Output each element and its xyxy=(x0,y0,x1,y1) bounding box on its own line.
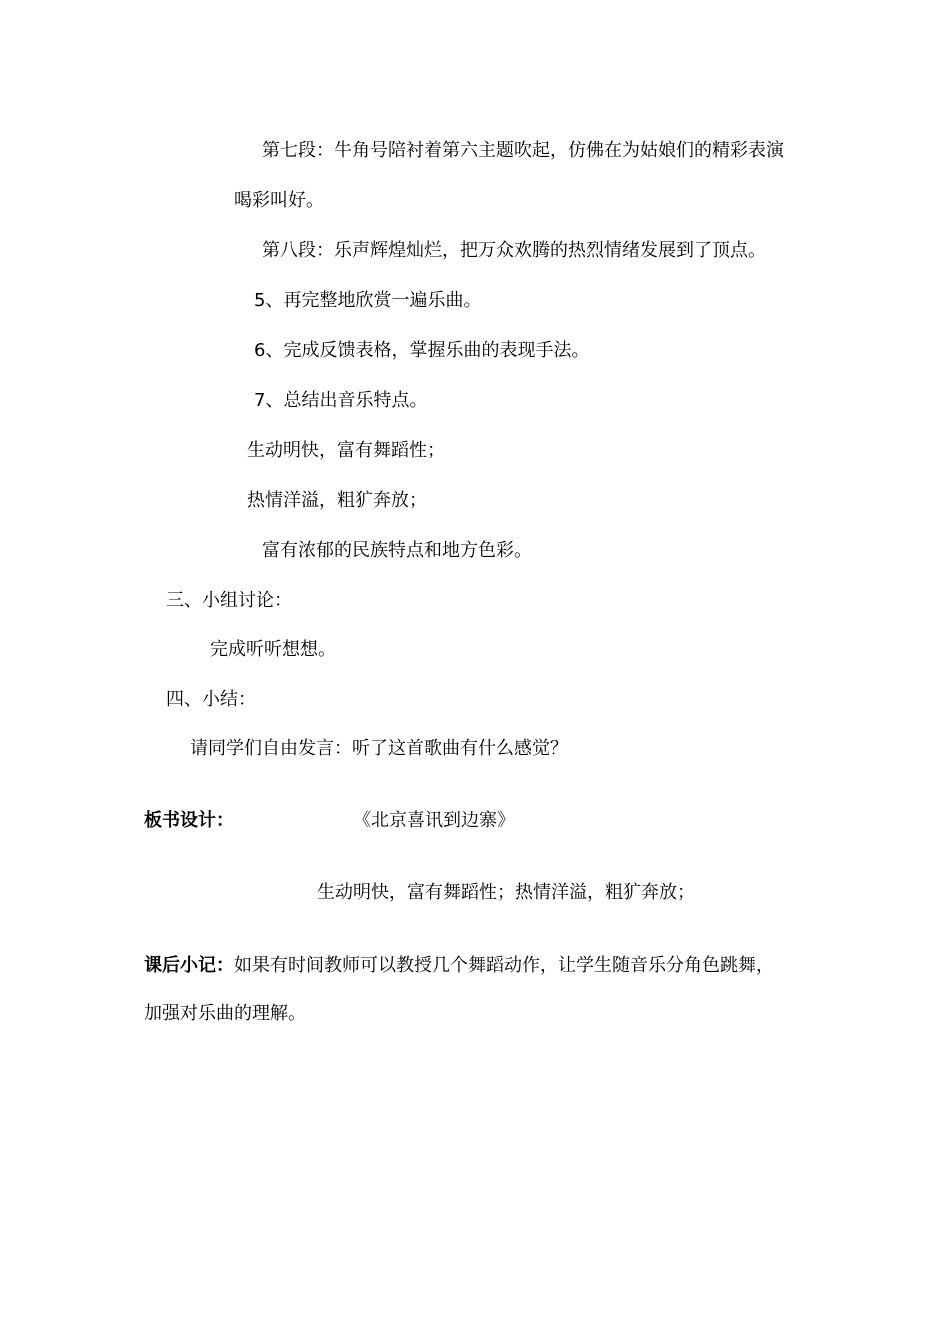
paragraph-section-8: 第八段：乐声辉煌灿烂，把万众欢腾的热烈情绪发展到了顶点。 xyxy=(262,240,766,261)
feature-1: 生动明快，富有舞蹈性； xyxy=(247,440,445,461)
step-5: 5、再完整地欣赏一遍乐曲。 xyxy=(254,290,482,311)
feature-2: 热情洋溢，粗犷奔放； xyxy=(247,490,427,511)
section-4-body: 请同学们自由发言：听了这首歌曲有什么感觉？ xyxy=(190,738,568,759)
section-4-heading: 四、小结： xyxy=(166,689,256,710)
after-class-notes-label: 课后小记： xyxy=(144,955,234,976)
board-design-title: 《北京喜讯到边寨》 xyxy=(353,810,515,831)
paragraph-section-7-line-1: 第七段：牛角号陪衬着第六主题吹起，仿佛在为姑娘们的精彩表演 xyxy=(262,140,784,161)
board-design-label: 板书设计： xyxy=(144,810,234,831)
paragraph-section-7-line-2: 喝彩叫好。 xyxy=(234,190,324,211)
after-class-notes-line-2: 加强对乐曲的理解。 xyxy=(144,1003,306,1024)
step-6: 6、完成反馈表格，掌握乐曲的表现手法。 xyxy=(254,340,590,361)
step-7: 7、总结出音乐特点。 xyxy=(254,390,428,411)
board-design-summary: 生动明快，富有舞蹈性；热情洋溢，粗犷奔放； xyxy=(317,882,695,903)
section-3-body: 完成听听想想。 xyxy=(210,639,336,660)
section-3-heading: 三、小组讨论： xyxy=(166,590,292,611)
after-class-notes-line-1 xyxy=(144,954,774,978)
feature-3: 富有浓郁的民族特点和地方色彩。 xyxy=(262,540,532,561)
after-class-notes-text: 如果有时间教师可以教授几个舞蹈动作，让学生随音乐分角色跳舞， xyxy=(234,955,774,976)
